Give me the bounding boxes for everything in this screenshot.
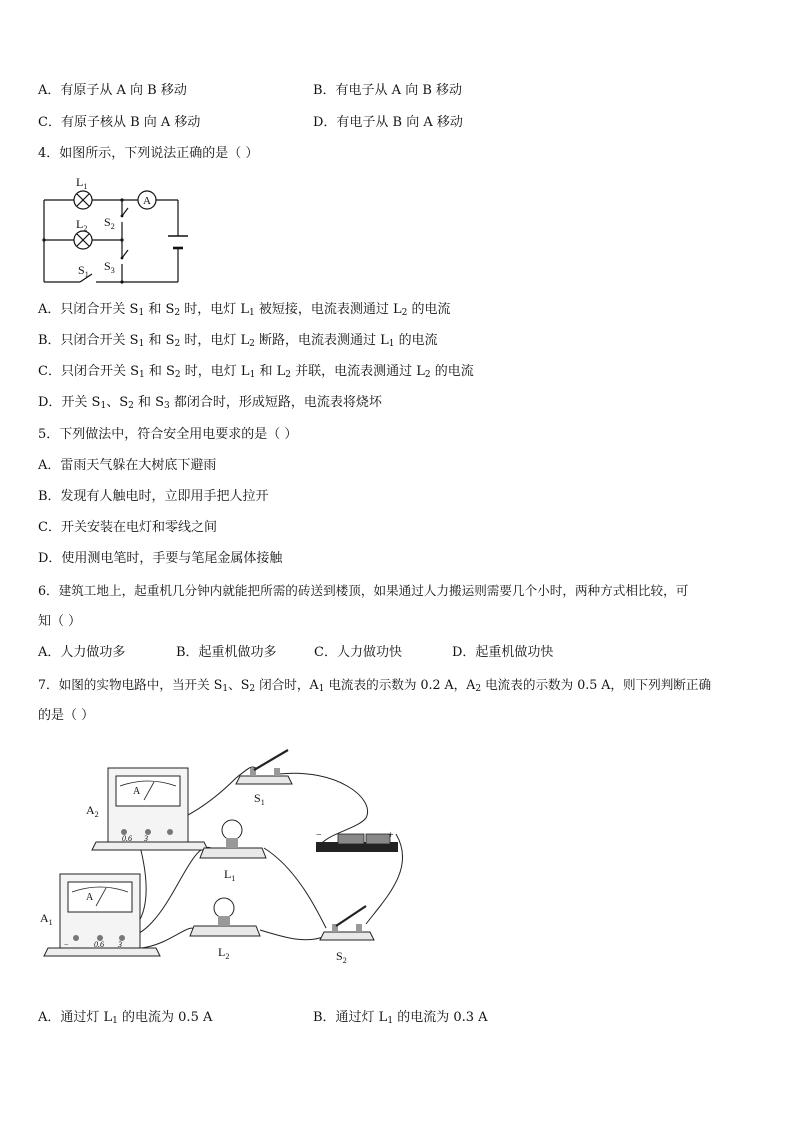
s1-label: $S_1$ [254, 791, 265, 807]
ammeter-a2 [92, 768, 208, 850]
q5-stem: 5．下列做法中，符合安全用电要求的是（ ） [38, 427, 298, 442]
a2-terminal-3: 3 [144, 834, 148, 843]
q4-s2-label: $S_2$ [104, 215, 115, 231]
q5-option-b: B．发现有人触电时，立即用手把人拉开 [38, 489, 269, 504]
a1-terminal-3: 3 [118, 940, 122, 949]
q6-option-d: D．起重机做功快 [452, 645, 554, 660]
q4-s1-label: $S_1$ [78, 263, 89, 279]
a1-minus-terminal: − [64, 940, 69, 949]
q6-option-b: B．起重机做功多 [176, 645, 277, 660]
l2-label: $L_2$ [218, 945, 230, 961]
q7-stem-line2: 的是（ ） [38, 708, 95, 723]
l1-label: $L_1$ [224, 867, 236, 883]
lamp-l2 [190, 898, 260, 936]
a1-label: $A_1$ [40, 911, 53, 927]
battery-minus: − [316, 830, 322, 841]
switch-s2 [320, 906, 374, 940]
a2-meter-face-label: A [133, 786, 141, 797]
q4-option-a: A．只闭合开关 $S_1$ 和 $S_2$ 时，电灯 $L_1$ 被短接，电流表测通过 $L_2$ 的电流 [38, 302, 451, 318]
q4-ammeter-label: A [143, 195, 151, 207]
q6-option-c: C．人力做功快 [314, 645, 402, 660]
q4-l1-label: $L_1$ [76, 175, 88, 191]
a2-terminal-06: 0.6 [122, 834, 132, 843]
q4-circuit-diagram [38, 170, 190, 290]
a2-label: $A_2$ [86, 803, 99, 819]
q5-option-c: C．开关安装在电灯和零线之间 [38, 520, 217, 535]
q7-stem-line1: 7．如图的实物电路中，当开关 $S_1$、$S_2$ 闭合时，$A_1$ 电流表的示数为 0.2 A，$A_2$ 电流表的示数为 0.5 A，则下列判断正确 [38, 677, 712, 694]
battery-pack [316, 834, 398, 852]
a1-meter-face-label: A [86, 892, 94, 903]
q5-option-d: D．使用测电笔时，手要与笔尾金属体接触 [38, 551, 283, 566]
q4-stem: 4．如图所示，下列说法正确的是（ ） [38, 146, 259, 161]
q3-option-c: C．有原子核从 B 向 A 移动 [38, 115, 201, 130]
lamp-l1 [200, 820, 266, 858]
q6-stem-line1: 6．建筑工地上，起重机几分钟内就能把所需的砖送到楼顶，如果通过人力搬运则需要几个小时，两种方式相比较，可 [38, 583, 689, 598]
q4-l2-label: $L_2$ [76, 217, 88, 233]
a1-terminal-06: 0.6 [94, 940, 104, 949]
switch-s1 [236, 750, 292, 784]
s2-label: $S_2$ [336, 949, 347, 965]
q4-option-b: B．只闭合开关 $S_1$ 和 $S_2$ 时，电灯 $L_2$ 断路，电流表测通过 $L_1$ 的电流 [38, 333, 438, 349]
q3-option-b: B．有电子从 A 向 B 移动 [313, 83, 463, 98]
q4-option-c: C．只闭合开关 $S_1$ 和 $S_2$ 时，电灯 $L_1$ 和 $L_2$ 并联，电流表测通过 $L_2$ 的电流 [38, 364, 474, 380]
q7-physical-circuit [36, 738, 416, 970]
q7-option-b: B．通过灯 $L_1$ 的电流为 0.3 A [313, 1010, 488, 1026]
q3-option-d: D．有电子从 B 向 A 移动 [313, 115, 463, 130]
q6-option-a: A．人力做功多 [38, 645, 126, 660]
q3-option-a: A．有原子从 A 向 B 移动 [38, 83, 187, 98]
battery-plus: + [388, 830, 394, 841]
q4-s3-label: $S_3$ [104, 259, 115, 275]
q6-stem-line2: 知（ ） [38, 614, 82, 629]
q4-option-d: D．开关 $S_1$、$S_2$ 和 $S_3$ 都闭合时，形成短路，电流表将烧坏 [38, 395, 382, 411]
q5-option-a: A．雷雨天气躲在大树底下避雨 [38, 458, 217, 473]
q7-option-a: A．通过灯 $L_1$ 的电流为 0.5 A [38, 1010, 213, 1026]
